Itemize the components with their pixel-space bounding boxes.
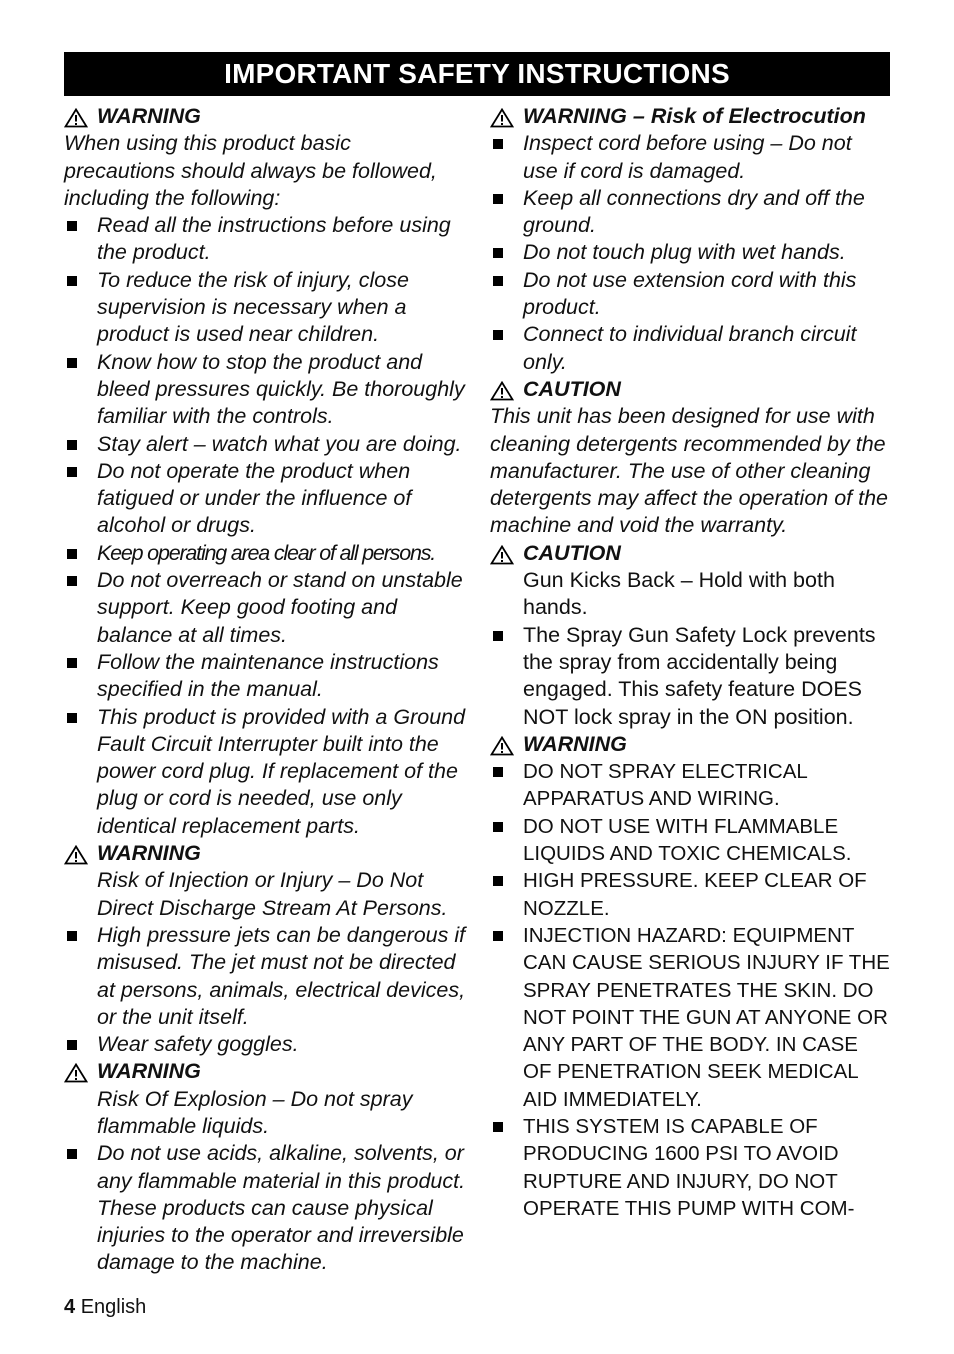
list-item: DO NOT USE WITH FLAMMABLE LIQUIDS AND TOXIC CHEMICALS. — [490, 813, 892, 868]
caution-kickback-subtitle: Gun Kicks Back – Hold with both hands. — [523, 568, 835, 620]
square-bullet-icon — [493, 194, 503, 204]
list-item: Follow the maintenance instructions specified in the manual. — [64, 649, 466, 704]
warning-triangle-icon — [64, 1063, 88, 1083]
list-item: HIGH PRESSURE. KEEP CLEAR OF NOZZLE. — [490, 867, 892, 922]
list-item: Do not overreach or stand on unstable support. Keep good footing and balance at all times. — [64, 567, 466, 649]
footer-language: English — [80, 1296, 147, 1318]
square-bullet-icon — [493, 822, 503, 832]
page-title-banner — [64, 52, 890, 96]
page-number: 4 — [64, 1296, 76, 1318]
list-item: Know how to stop the product and bleed pressures quickly. Be thoroughly familiar with the controls. — [64, 349, 466, 431]
square-bullet-icon — [493, 931, 503, 941]
warning-triangle-icon — [490, 545, 514, 565]
left-column — [64, 103, 466, 1277]
page-title: IMPORTANT SAFETY INSTRUCTIONS — [224, 58, 730, 89]
square-bullet-icon — [67, 276, 77, 286]
warning-triangle-icon — [490, 736, 514, 756]
caution-detergent-heading: CAUTION — [490, 376, 892, 403]
square-bullet-icon — [493, 876, 503, 886]
square-bullet-icon — [67, 658, 77, 668]
square-bullet-icon — [67, 1149, 77, 1159]
right-column — [490, 103, 892, 1222]
list-item: To reduce the risk of injury, close supervision is necessary when a product is used near children. — [64, 267, 466, 349]
page-footer — [64, 1296, 146, 1319]
warning-general-heading: WARNING — [64, 103, 466, 130]
square-bullet-icon — [493, 248, 503, 258]
square-bullet-icon — [67, 713, 77, 723]
square-bullet-icon — [67, 549, 77, 559]
list-item: This product is provided with a Ground Fault Circuit Interrupter built into the power cord plug. If replacement of the plug or cord is needed, use only identical replacement parts. — [64, 704, 466, 840]
square-bullet-icon — [493, 1122, 503, 1132]
caution-kickback-heading: CAUTION — [490, 540, 892, 567]
square-bullet-icon — [493, 139, 503, 149]
list-item: Inspect cord before using – Do not use if cord is damaged. — [490, 130, 892, 185]
list-item: High pressure jets can be dangerous if misused. The jet must not be directed at persons, animals, electrical devices, or the unit itself. — [64, 922, 466, 1031]
warning-explosion-subtitle: Risk Of Explosion – Do not spray flammable liquids. — [97, 1086, 413, 1138]
warning-explosion-heading: WARNING — [64, 1058, 466, 1085]
square-bullet-icon — [67, 467, 77, 477]
square-bullet-icon — [67, 576, 77, 586]
list-item: Read all the instructions before using the product. — [64, 212, 466, 267]
square-bullet-icon — [67, 221, 77, 231]
list-item: Do not touch plug with wet hands. — [490, 239, 892, 266]
square-bullet-icon — [67, 440, 77, 450]
square-bullet-icon — [493, 767, 503, 777]
list-item: Do not use extension cord with this product. — [490, 267, 892, 322]
warning-general-intro: When using this product basic precautions should always be followed, including the following: — [64, 131, 437, 210]
warning-triangle-icon — [64, 108, 88, 128]
list-item: Keep all connections dry and off the ground. — [490, 185, 892, 240]
square-bullet-icon — [67, 931, 77, 941]
list-item: DO NOT SPRAY ELECTRICAL APPARATUS AND WIRING. — [490, 758, 892, 813]
square-bullet-icon — [67, 358, 77, 368]
list-item: Wear safety goggles. — [64, 1031, 466, 1058]
warning-caps-heading: WARNING — [490, 731, 892, 758]
warning-injection-subtitle: Risk of Injection or Injury – Do Not Direct Discharge Stream At Persons. — [97, 868, 448, 920]
warning-triangle-icon — [490, 108, 514, 128]
caution-detergent-text: This unit has been designed for use with cleaning detergents recommended by the manufacturer. The use of other cleaning detergents may affect the operation of the machine and void the warranty. — [490, 404, 889, 538]
warning-injection-heading: WARNING — [64, 840, 466, 867]
list-item: THIS SYSTEM IS CAPABLE OF PRODUCING 1600 PSI TO AVOID RUPTURE AND INJURY, DO NOT OPERATE THIS PUMP WITH COM- — [490, 1113, 892, 1222]
warning-triangle-icon — [64, 845, 88, 865]
list-item: The Spray Gun Safety Lock prevents the spray from accidentally being engaged. This safety feature DOES NOT lock spray in the ON position. — [490, 622, 892, 731]
square-bullet-icon — [67, 1040, 77, 1050]
list-item: Keep operating area clear of all persons. — [64, 540, 466, 567]
list-item: INJECTION HAZARD: EQUIPMENT CAN CAUSE SERIOUS INJURY IF THE SPRAY PENETRATES THE SKIN. DO NOT POINT THE GUN AT ANYONE OR ANY PART OF THE BODY. IN CASE OF PENETRATION SEEK MEDICAL AID IMMEDIATELY. — [490, 922, 892, 1113]
square-bullet-icon — [493, 330, 503, 340]
square-bullet-icon — [493, 631, 503, 641]
warning-triangle-icon — [490, 381, 514, 401]
list-item: Do not operate the product when fatigued or under the influence of alcohol or drugs. — [64, 458, 466, 540]
list-item: Do not use acids, alkaline, solvents, or any flammable material in this product. These products can cause physical injuries to the operator and irreversible damage to the machine. — [64, 1140, 466, 1276]
list-item: Connect to individual branch circuit only. — [490, 321, 892, 376]
warning-electrocution-heading: WARNING – Risk of Electrocution — [490, 103, 892, 130]
square-bullet-icon — [493, 276, 503, 286]
list-item: Stay alert – watch what you are doing. — [64, 431, 466, 458]
